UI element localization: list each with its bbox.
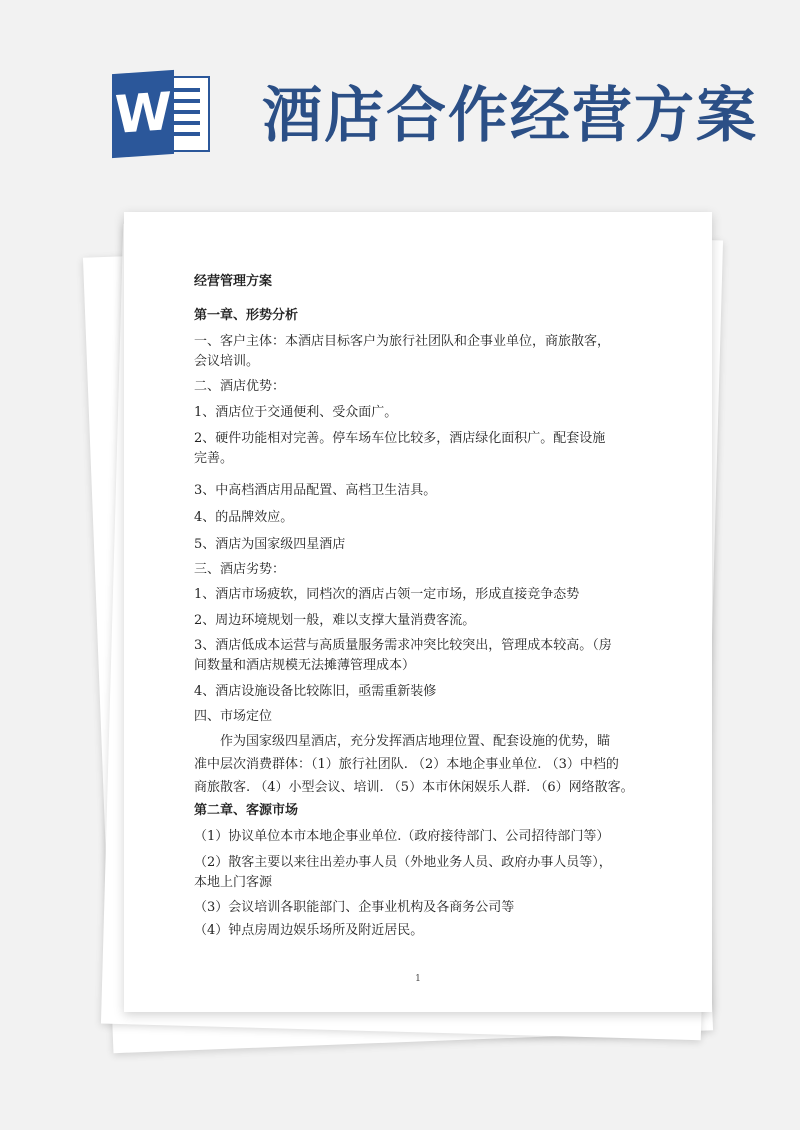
text-line: 商旅散客. （4）小型会议、培训. （5）本市休闲娱乐人群. （6）网络散客。 [194,780,634,795]
text-line: （1）协议单位本市本地企事业单位.（政府接待部门、公司招待部门等） [194,829,610,844]
text-line: 会议培训。 [194,354,260,369]
document-content [194,272,640,941]
text-line: 2、周边环境规划一般，难以支撑大量消费客流。 [194,613,476,628]
text-line: 4、的品牌效应。 [194,510,294,525]
banner-title: 酒店合作经营方案 [262,81,758,151]
text-line: （3）会议培训各职能部门、企事业机构及各商务公司等 [194,900,515,915]
text-line: 2、硬件功能相对完善。停车场车位比较多，酒店绿化面积广。配套设施 [194,431,606,446]
word-icon-badge: W [112,70,174,158]
chapter-heading-2: 第二章、客源市场 [194,803,299,818]
text-line: 二、酒店优势： [194,379,286,394]
text-line: 完善。 [194,451,234,466]
text-line: 5、酒店为国家级四星酒店 [194,537,346,552]
text-line: 1、酒店市场疲软，同档次的酒店占领一定市场，形成直接竞争态势 [194,587,580,602]
text-line: 3、中高档酒店用品配置、高档卫生洁具。 [194,483,437,498]
text-line: 一、客户主体：本酒店目标客户为旅行社团队和企事业单位，商旅散客， [194,334,611,349]
document-page [124,212,712,1012]
text-line: 本地上门客源 [194,875,273,890]
word-icon [112,72,212,156]
chapter-heading-1: 第一章、形势分析 [194,308,299,323]
banner [0,0,800,200]
text-line: 三、酒店劣势： [194,562,286,577]
text-line: 作为国家级四星酒店，充分发挥酒店地理位置、配套设施的优势，瞄 [194,734,611,749]
text-line: 4、酒店设施设备比较陈旧，亟需重新装修 [194,684,437,699]
document-title: 经营管理方案 [194,274,273,289]
text-line: （4）钟点房周边娱乐场所及附近居民。 [194,923,424,938]
text-line: 四、市场定位 [194,709,273,724]
page-number: 1 [415,974,421,984]
text-line: 3、酒店低成本运营与高质量服务需求冲突比较突出，管理成本较高。（房 [194,638,612,653]
text-line: （2）散客主要以来往出差办事人员（外地业务人员、政府办事人员等）， [194,855,612,870]
text-line: 间数量和酒店规模无法摊薄管理成本） [194,658,416,673]
text-line: 准中层次消费群体：（1）旅行社团队. （2）本地企事业单位. （3）中档的 [194,757,619,772]
text-line: 1、酒店位于交通便利、受众面广。 [194,405,398,420]
